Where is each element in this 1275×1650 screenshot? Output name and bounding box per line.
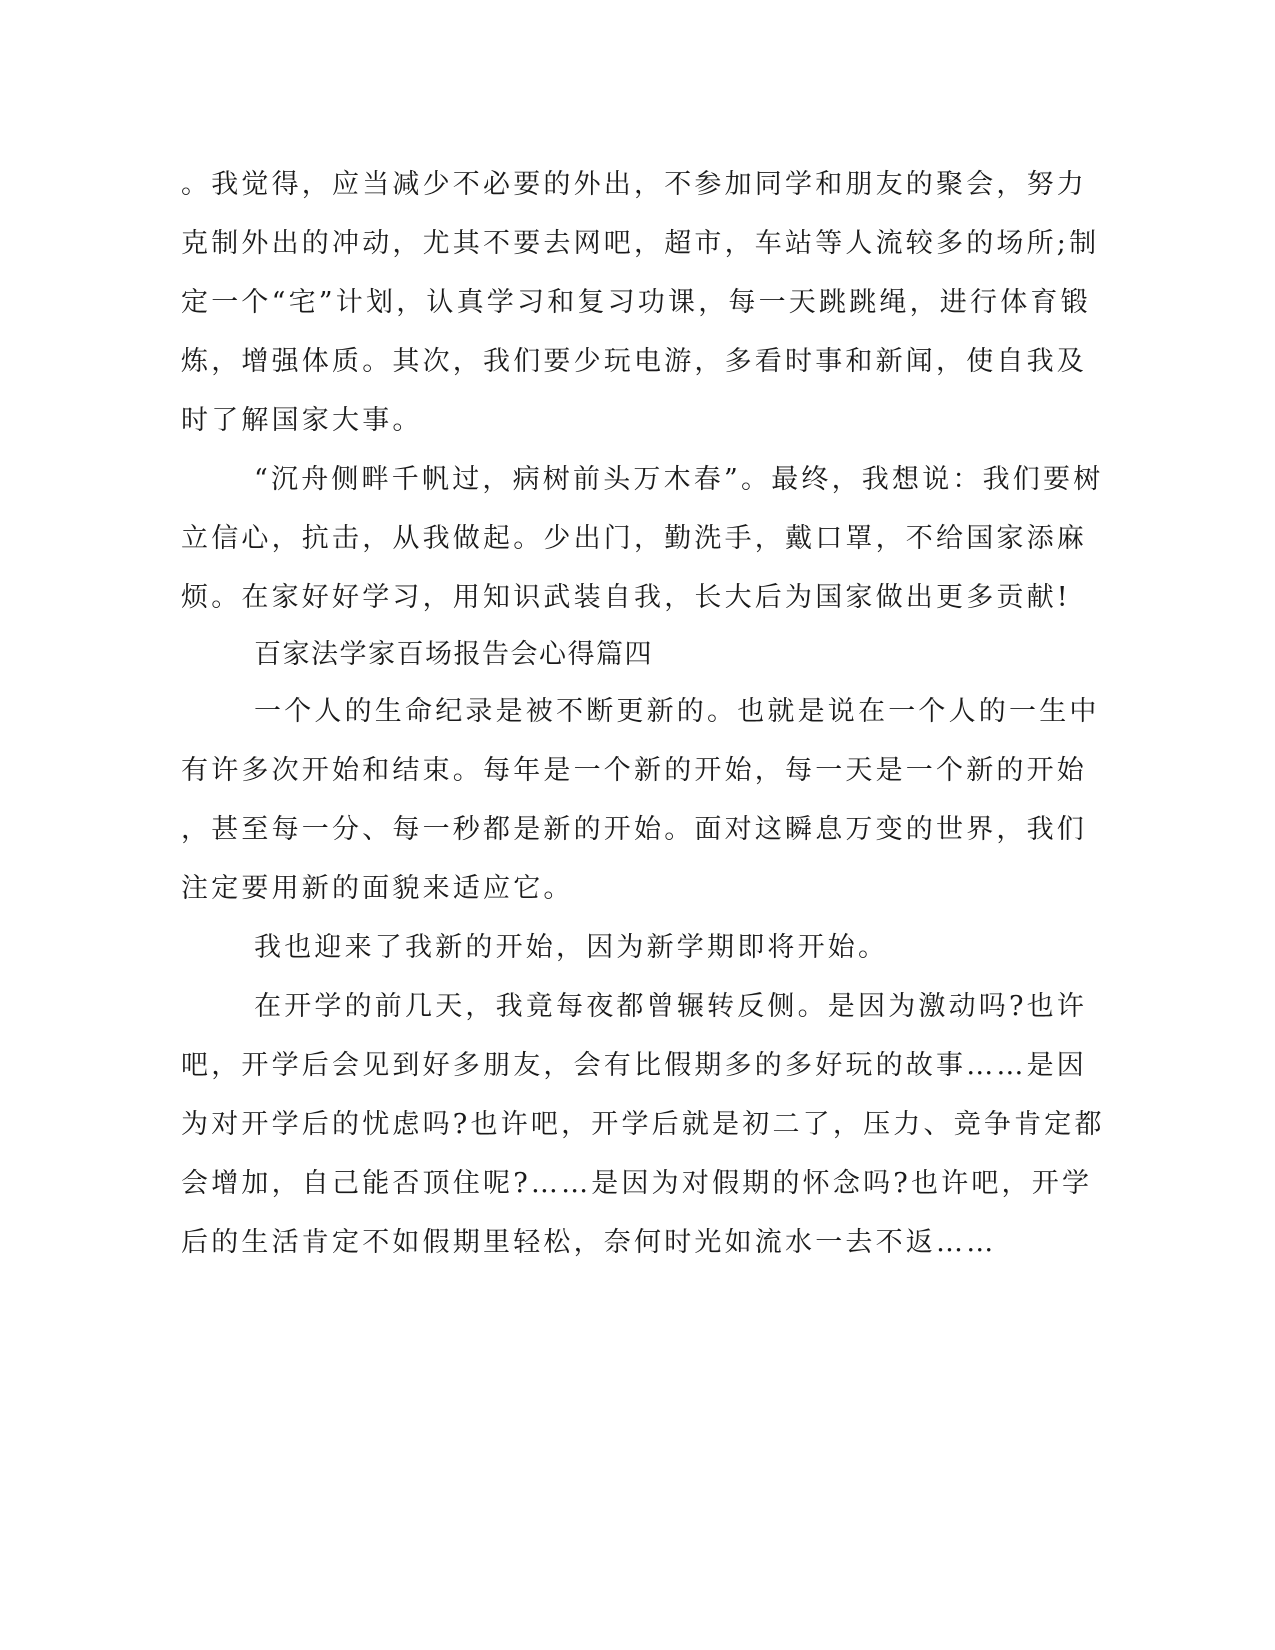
paragraph-line: 克制外出的冲动，尤其不要去网吧，超市，车站等人流较多的场所;制	[181, 228, 1100, 259]
paragraph-line: ，甚至每一分、每一秒都是新的开始。面对这瞬息万变的世界，我们	[181, 814, 1087, 845]
paragraph-line: 我也迎来了我新的开始，因为新学期即将开始。	[254, 932, 889, 963]
paragraph-line: 为对开学后的忧虑吗?也许吧，开学后就是初二了，压力、竞争肯定都	[181, 1109, 1105, 1140]
paragraph-line: 有许多次开始和结束。每年是一个新的开始，每一天是一个新的开始	[181, 755, 1087, 786]
section-heading: 百家法学家百场报告会心得篇四	[254, 639, 653, 670]
paragraph-line: 立信心，抗击，从我做起。少出门，勤洗手，戴口罩，不给国家添麻	[181, 523, 1087, 554]
paragraph-line: “沉舟侧畔千帆过，病树前头万木春”。最终，我想说：我们要树	[254, 464, 1104, 495]
paragraph-line: 后的生活肯定不如假期里轻松，奈何时光如流水一去不返……	[181, 1227, 997, 1258]
paragraph-line: 时了解国家大事。	[181, 405, 423, 436]
paragraph-line: 吧，开学后会见到好多朋友，会有比假期多的多好玩的故事……是因	[181, 1050, 1087, 1081]
paragraph-line: 炼，增强体质。其次，我们要少玩电游，多看时事和新闻，使自我及	[181, 346, 1087, 377]
paragraph-line: 定一个“宅”计划，认真学习和复习功课，每一天跳跳绳，进行体育锻	[181, 287, 1091, 318]
paragraph-line: 在开学的前几天，我竟每夜都曾辗转反侧。是因为激动吗?也许	[254, 991, 1088, 1022]
paragraph-line: 会增加，自己能否顶住呢?……是因为对假期的怀念吗?也许吧，开学	[181, 1168, 1093, 1199]
paragraph-line: 注定要用新的面貌来适应它。	[181, 873, 574, 904]
paragraph-line: 烦。在家好好学习，用知识武装自我，长大后为国家做出更多贡献!	[181, 582, 1071, 613]
paragraph-line: 一个人的生命纪录是被不断更新的。也就是说在一个人的一生中	[254, 696, 1100, 727]
paragraph-line: 。我觉得，应当减少不必要的外出，不参加同学和朋友的聚会，努力	[181, 169, 1087, 200]
